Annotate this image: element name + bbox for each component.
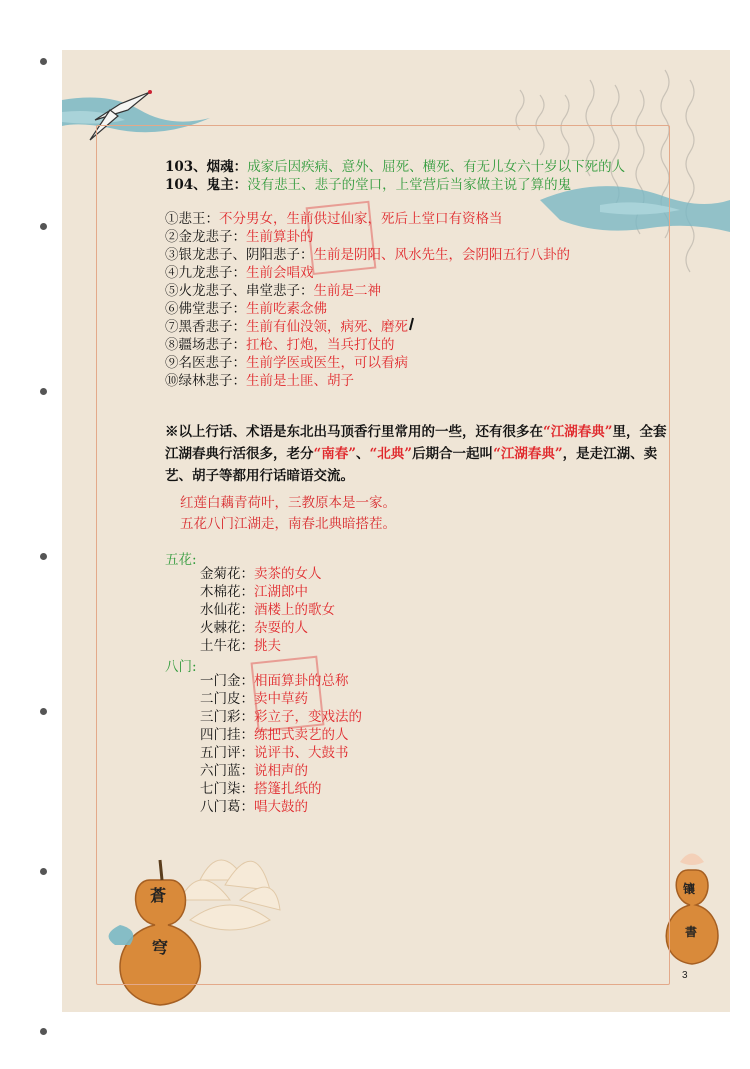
- item-label: ⑤火龙悲子、串堂悲子：: [165, 283, 314, 299]
- item-label: 八门葛：: [200, 799, 254, 815]
- entry-104: [165, 176, 571, 194]
- item-label: ⑥佛堂悲子：: [165, 301, 246, 317]
- item-text: 江湖郎中: [254, 584, 308, 600]
- item-label: 四门挂：: [200, 727, 254, 743]
- item-text: 搭篷扎纸的: [254, 781, 322, 797]
- item-text: 生前有仙没领，病死、磨死: [246, 319, 408, 335]
- list-item: [165, 264, 314, 282]
- gourd-right-char: 镶: [683, 882, 696, 896]
- note-term: “北典”: [369, 446, 413, 462]
- item-text: 杂耍的人: [254, 620, 308, 636]
- list-item: [165, 282, 381, 300]
- item-label: ①悲王：: [165, 211, 219, 227]
- list-item: [200, 744, 349, 762]
- item-text: 相面算卦的总称: [254, 673, 349, 689]
- item-label: 二门皮：: [200, 691, 254, 707]
- list-item: [165, 210, 503, 228]
- item-text: 扛枪、打炮，当兵打仗的: [246, 337, 395, 353]
- item-label: ⑩绿林悲子：: [165, 373, 246, 389]
- item-label: 一门金：: [200, 673, 254, 689]
- note-text: 、: [356, 446, 370, 462]
- item-label: 六门蓝：: [200, 763, 254, 779]
- gourd-left-char: 蒼: [150, 886, 167, 905]
- list-item: [200, 780, 322, 798]
- item-text: 生前吃素念佛: [246, 301, 327, 317]
- item-label: 金菊花：: [200, 566, 254, 582]
- entry-text: 成家后因疾病、意外、屈死、横死、有无儿女六十岁以下死的人: [247, 159, 626, 175]
- item-label: 木棉花：: [200, 584, 254, 600]
- note-text: ※以上行话、术语是东北出马顶香行里常用的一些，还有很多在: [165, 424, 543, 440]
- item-text: 说评书、大鼓书: [254, 745, 349, 761]
- list-item: [200, 672, 349, 690]
- item-text: 练把式卖艺的人: [254, 727, 349, 743]
- item-label: ②金龙悲子：: [165, 229, 246, 245]
- list-item: [165, 300, 327, 318]
- list-item: [165, 228, 314, 246]
- item-label: 五门评：: [200, 745, 254, 761]
- list-item: [200, 601, 335, 619]
- gourd-left-char: 穹: [152, 938, 169, 957]
- list-item: [165, 354, 408, 372]
- item-text: 生前学医或医生，可以看病: [246, 355, 408, 371]
- list-item: [200, 637, 281, 655]
- item-text: 彩立子，变戏法的: [254, 709, 362, 725]
- list-item: [165, 318, 408, 336]
- item-label: 七门柒：: [200, 781, 254, 797]
- item-label: ④九龙悲子：: [165, 265, 246, 281]
- item-text: 不分男女，生前供过仙家，死后上堂口有资格当: [219, 211, 503, 227]
- list-item: [200, 690, 308, 708]
- item-label: ⑦黑香悲子：: [165, 319, 246, 335]
- list-item: [165, 336, 395, 354]
- item-text: 生前是阴阳、风水先生，会阴阳五行八卦的: [313, 247, 570, 263]
- entry-103: [165, 158, 625, 176]
- item-text: 挑夫: [254, 638, 281, 654]
- list-item: [200, 583, 308, 601]
- item-text: 生前是土匪、胡子: [246, 373, 354, 389]
- note-paragraph: [165, 421, 680, 487]
- gourd-right-char: 書: [685, 925, 698, 939]
- verse-line: 五花八门江湖走，南春北典暗搭茬。: [180, 516, 396, 532]
- item-text: 生前是二神: [313, 283, 381, 299]
- verse-line: 红莲白藕青荷叶，三教原本是一家。: [180, 495, 396, 511]
- entry-label: 104、鬼主：: [165, 177, 248, 193]
- item-label: 三门彩：: [200, 709, 254, 725]
- item-text: 生前会唱戏: [246, 265, 314, 281]
- list-item: [200, 798, 308, 816]
- list-item: [200, 708, 362, 726]
- note-term: “江湖春典”: [543, 424, 613, 440]
- list-item: [200, 726, 349, 744]
- item-text: 酒楼上的歌女: [254, 602, 335, 618]
- list-item: [165, 372, 354, 390]
- note-text: 里，全套江湖春典行活很多，老分: [165, 424, 667, 462]
- item-label: 水仙花：: [200, 602, 254, 618]
- note-term: “南春”: [313, 446, 357, 462]
- note-text: ，是走江湖、卖艺、胡子等都用行话暗语交流。: [165, 446, 658, 484]
- item-label: 火棘花：: [200, 620, 254, 636]
- note-term: “江湖春典”: [493, 446, 563, 462]
- list-item: [200, 619, 308, 637]
- item-label: ⑧疆场悲子：: [165, 337, 246, 353]
- page-number: 3: [682, 970, 688, 981]
- entry-text: 没有悲王、悲子的堂口，上堂营后当家做主说了算的鬼: [247, 177, 572, 193]
- section-heading-wuhua: 五花:: [165, 552, 197, 568]
- item-label: 土牛花：: [200, 638, 254, 654]
- item-text: 卖中草药: [254, 691, 308, 707]
- entry-label: 103、烟魂：: [165, 159, 248, 175]
- item-label: ③银龙悲子、阴阳悲子：: [165, 247, 314, 263]
- list-item: [200, 762, 308, 780]
- item-text: 卖茶的女人: [254, 566, 322, 582]
- item-text: 唱大鼓的: [254, 799, 308, 815]
- item-text: 生前算卦的: [246, 229, 314, 245]
- list-item: [165, 246, 570, 264]
- list-item: [200, 565, 322, 583]
- note-text: 后期合一起叫: [412, 446, 494, 462]
- item-label: ⑨名医悲子：: [165, 355, 246, 371]
- section-heading-bamen: 八门:: [165, 659, 197, 675]
- item-text: 说相声的: [254, 763, 308, 779]
